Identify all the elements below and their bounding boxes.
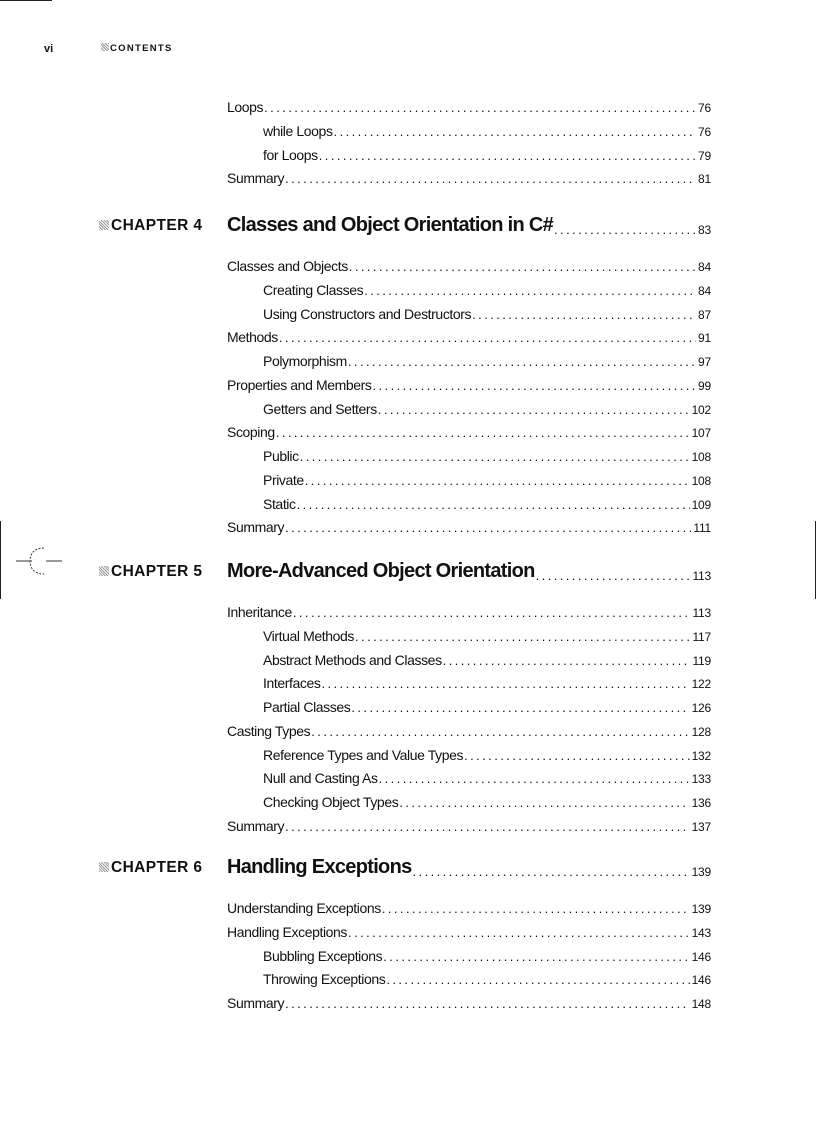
entry-title: Polymorphism: [263, 353, 347, 369]
entry-title: Getters and Setters: [263, 400, 377, 417]
entry-title: Summary: [227, 817, 285, 834]
entry-page: 102: [691, 402, 711, 417]
chapter-title: More-Advanced Object Orientation: [227, 560, 535, 582]
toc-entry: [227, 420, 711, 440]
entry-title: Partial Classes: [263, 699, 351, 715]
dot-leader: [399, 794, 689, 810]
dot-leader: [293, 604, 691, 620]
entry-page: 91: [698, 331, 711, 346]
chapter-title: Classes and Object Orientation in C#: [227, 214, 554, 236]
toc-entry: [227, 896, 711, 916]
dot-leader: [349, 258, 696, 274]
toc-entry: [227, 991, 711, 1011]
toc-entry: [263, 349, 711, 369]
entry-page: 143: [691, 925, 711, 940]
entry-title: Bubbling Exceptions: [263, 947, 383, 964]
dot-leader: [472, 306, 696, 322]
entry-title: Public: [263, 448, 299, 464]
entry-page: 117: [692, 629, 711, 644]
entry-title: Methods: [227, 329, 278, 346]
dot-leader: [373, 377, 697, 393]
toc-entry: [263, 671, 711, 691]
dot-leader: [351, 699, 689, 715]
entry-page: 113: [692, 606, 711, 620]
chapter-page: 113: [692, 569, 711, 583]
chapter-label-text: CHAPTER 5: [111, 563, 203, 580]
dot-leader: [319, 147, 696, 163]
entry-page: 76: [698, 101, 711, 115]
entry-page: 84: [698, 260, 711, 274]
entry-title: Scoping: [227, 424, 275, 441]
entry-page: 128: [691, 724, 711, 739]
entry-page: 148: [691, 997, 711, 1011]
chapter-title: Handling Exceptions: [227, 856, 412, 878]
entry-page: 76: [698, 124, 711, 139]
toc-entry: [227, 920, 711, 940]
toc-entry: [263, 648, 711, 668]
entry-title: Null and Casting As: [263, 770, 378, 787]
entry-title: Interfaces: [263, 675, 321, 692]
dot-leader: [554, 219, 696, 237]
entry-page: 109: [691, 497, 711, 512]
toc-entry: [263, 790, 711, 810]
chapter-label-text: CHAPTER 4: [111, 217, 203, 234]
dot-leader: [300, 448, 690, 464]
chapter-label: [99, 859, 202, 877]
dot-leader: [413, 861, 690, 879]
dot-leader: [285, 818, 689, 834]
dot-leader: [378, 401, 690, 417]
toc-entry: [227, 719, 711, 739]
toc-entry: [263, 468, 711, 488]
entry-page: 137: [691, 819, 711, 834]
toc-entry: [227, 515, 711, 535]
dot-leader: [464, 747, 690, 763]
toc-entry: [227, 814, 711, 834]
crop-mark-left: [0, 521, 1, 599]
registration-mark-icon: [16, 544, 62, 578]
dot-leader: [386, 971, 689, 987]
toc-entry: [263, 278, 711, 298]
entry-page: 108: [691, 473, 711, 488]
entry-page: 136: [691, 796, 711, 810]
entry-title: Reference Types and Value Types: [263, 746, 464, 763]
entry-title: Casting Types: [227, 722, 311, 739]
entry-page: 108: [691, 450, 711, 464]
dot-leader: [364, 282, 696, 298]
entry-title: Understanding Exceptions: [227, 900, 381, 916]
chapter-heading: [227, 211, 711, 237]
dot-leader: [305, 472, 690, 488]
running-head-title: [101, 43, 173, 54]
dot-leader: [348, 924, 690, 940]
toc-entry: [263, 492, 711, 512]
chapter-label: [99, 217, 202, 235]
toc-entry: [263, 967, 711, 987]
entry-title: Checking Object Types: [263, 794, 399, 810]
entry-title: Virtual Methods: [263, 627, 355, 644]
entry-title: Abstract Methods and Classes: [263, 651, 442, 668]
entry-title: for Loops: [263, 146, 318, 163]
toc-entry: [263, 766, 711, 786]
toc-entry: [263, 302, 711, 322]
dot-leader: [536, 565, 691, 583]
dot-leader: [264, 99, 696, 115]
dot-leader: [379, 770, 690, 786]
entry-title: Classes and Objects: [227, 258, 348, 274]
entry-page: 126: [691, 701, 711, 715]
entry-page: 79: [698, 148, 711, 163]
page-folio: vi: [44, 43, 54, 55]
entry-page: 81: [698, 172, 711, 187]
toc-entry: [263, 743, 711, 763]
crop-mark-top: [0, 0, 52, 1]
entry-title: Inheritance: [227, 604, 292, 620]
entry-page: 107: [691, 426, 711, 441]
entry-title: Summary: [227, 995, 285, 1011]
dot-leader: [285, 519, 691, 535]
entry-title: Throwing Exceptions: [263, 971, 386, 988]
entry-title: Private: [263, 471, 304, 488]
entry-page: 122: [691, 677, 711, 692]
dot-leader: [334, 123, 697, 139]
chapter-heading: [227, 853, 711, 879]
toc-entry: [263, 444, 711, 464]
dot-leader: [276, 424, 690, 440]
entry-title: Creating Classes: [263, 281, 364, 298]
toc-entry: [227, 325, 711, 345]
dot-leader: [355, 628, 690, 644]
dot-leader: [311, 723, 689, 739]
entry-page: 84: [698, 283, 711, 298]
dot-leader: [279, 329, 696, 345]
toc-entry: [227, 166, 711, 186]
chapter-label-text: CHAPTER 6: [111, 859, 203, 876]
entry-page: 132: [691, 748, 711, 763]
dot-leader: [321, 675, 689, 691]
dot-leader: [297, 496, 690, 512]
entry-title: Static: [263, 495, 296, 512]
chapter-page: 83: [698, 223, 711, 237]
entry-page: 111: [693, 521, 711, 536]
entry-page: 139: [691, 902, 711, 916]
dot-leader: [348, 353, 696, 369]
entry-page: 146: [691, 973, 711, 988]
toc-entry: [227, 600, 711, 620]
entry-title: while Loops: [263, 122, 333, 139]
entry-page: 133: [691, 772, 711, 787]
entry-title: Loops: [227, 99, 264, 115]
entry-title: Summary: [227, 519, 285, 536]
dot-leader: [443, 652, 691, 668]
toc-entry: [263, 944, 711, 964]
toc-entry: [227, 373, 711, 393]
dot-leader: [285, 170, 696, 186]
chapter-label: [99, 563, 202, 581]
entry-title: Summary: [227, 170, 285, 187]
toc-entry: [263, 695, 711, 715]
bullet-square-icon: [99, 862, 109, 872]
dot-leader: [383, 948, 689, 964]
entry-page: 87: [698, 307, 711, 322]
chapter-heading: [227, 557, 711, 583]
chapter-page: 139: [691, 865, 711, 879]
entry-page: 99: [698, 378, 711, 393]
toc-entry: [227, 254, 711, 274]
toc-entry: [263, 119, 711, 139]
toc-entry: [263, 143, 711, 163]
bullet-square-icon: [99, 566, 109, 576]
entry-page: 119: [692, 653, 711, 668]
toc-entry: [227, 95, 711, 115]
toc-entry: [263, 397, 711, 417]
bullet-square-icon: [101, 43, 109, 51]
running-head-label: CONTENTS: [110, 43, 173, 54]
entry-title: Using Constructors and Destructors: [263, 305, 472, 322]
entry-page: 146: [691, 949, 711, 964]
entry-title: Handling Exceptions: [227, 923, 348, 940]
dot-leader: [285, 995, 689, 1011]
toc-entry: [263, 624, 711, 644]
entry-title: Properties and Members: [227, 376, 372, 393]
dot-leader: [382, 900, 690, 916]
entry-page: 97: [698, 355, 711, 369]
bullet-square-icon: [99, 220, 109, 230]
